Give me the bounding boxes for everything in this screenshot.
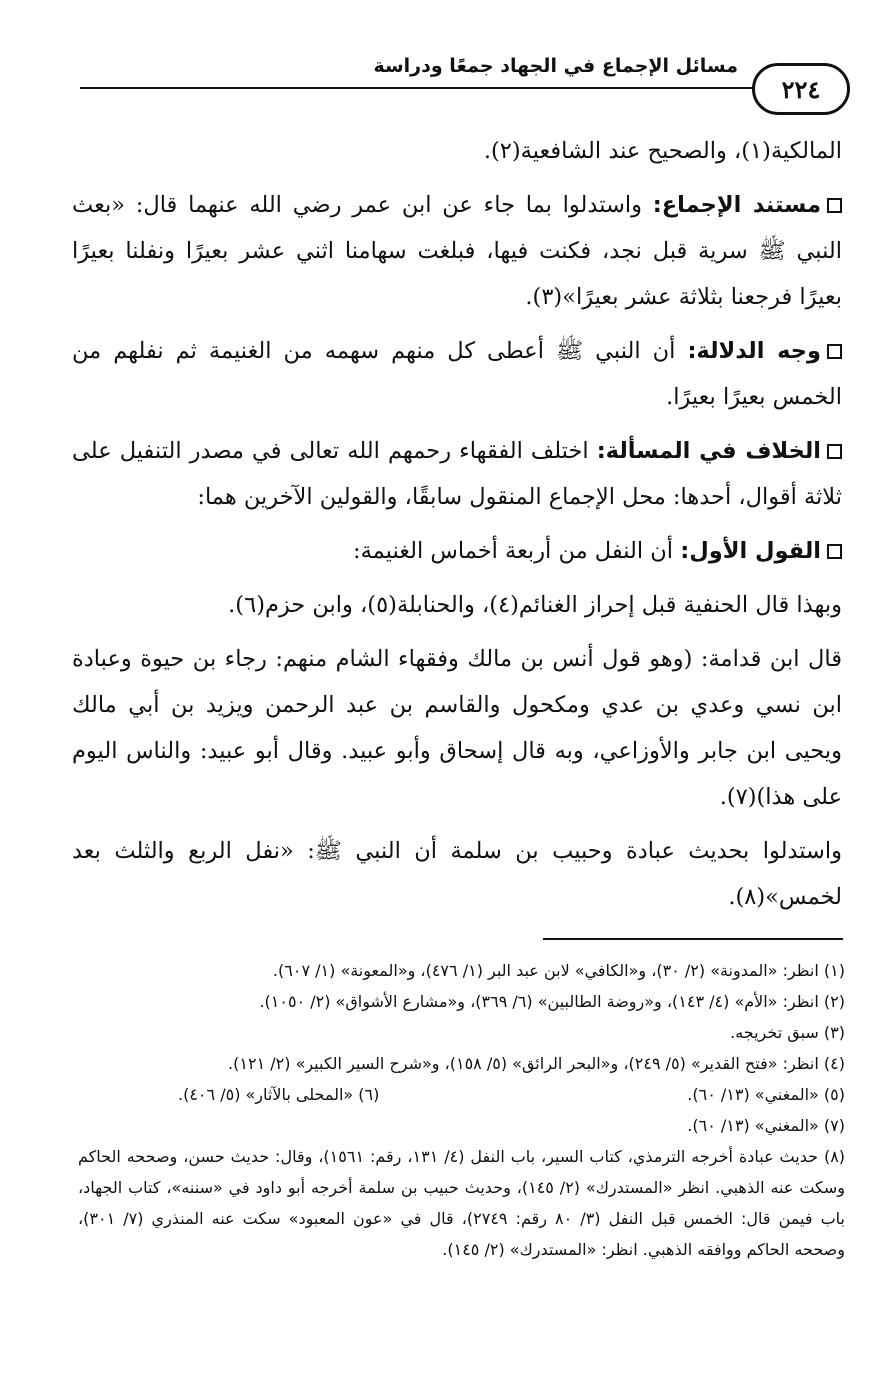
running-title: مسائل الإجماع في الجهاد جمعًا ودراسة [373, 55, 738, 77]
footnote-4: (٤) انظر: «فتح القدير» (٥/ ٢٤٩)، و«البحر الرائق» (٥/ ١٥٨)، و«شرح السير الكبير» (٢/ ١٢١). [228, 1054, 845, 1073]
paragraph-disagreement [72, 428, 842, 520]
paragraph-6: وبهذا قال الحنفية قبل إحراز الغنائم(٤)، والحنابلة(٥)، وابن حزم(٦). [228, 592, 842, 618]
section-label: القول الأول: [680, 538, 821, 564]
paragraph-text: أن النفل من أربعة أخماس الغنيمة: [353, 538, 681, 564]
square-bullet-icon [827, 344, 842, 359]
footnote-7: (٧) «المغني» (١٣/ ٦٠). [687, 1116, 845, 1135]
page-number: ٢٢٤ [752, 63, 850, 115]
page-header [70, 45, 850, 115]
section-label: مستند الإجماع: [652, 192, 822, 218]
paragraph-evidence [72, 328, 842, 420]
main-text [72, 128, 842, 928]
footnote-5: (٥) «المغني» (١٣/ ٦٠). [687, 1085, 845, 1104]
header-rule [80, 87, 754, 89]
paragraph-ijma-basis [72, 182, 842, 320]
footnotes [78, 955, 845, 1265]
footnote-1: (١) انظر: «المدونة» (٢/ ٣٠)، و«الكافي» لابن عبد البر (١/ ٤٧٦)، و«المعونة» (١/ ٦٠٧). [272, 961, 845, 980]
footnote-2: (٢) انظر: «الأم» (٤/ ١٤٣)، و«روضة الطالبين» (٦/ ٣٦٩)، و«مشارع الأشواق» (٢/ ١٠٥٠). [259, 992, 845, 1011]
footnote-row [78, 1079, 845, 1110]
footnote-separator [543, 938, 843, 940]
square-bullet-icon [827, 444, 842, 459]
section-label: وجه الدلالة: [687, 338, 821, 364]
paragraph-first-opinion [72, 528, 842, 574]
section-label: الخلاف في المسألة: [596, 438, 821, 464]
square-bullet-icon [827, 544, 842, 559]
paragraph-text: اختلف الفقهاء رحمهم الله تعالى في مصدر التنفيل على ثلاثة أقوال، أحدها: محل الإجماع المنقول سابقًا، والقولين الآخرين هما: [72, 438, 842, 510]
square-bullet-icon [827, 198, 842, 213]
paragraph-text: أن النبي ﷺ أعطى كل منهم سهمه من الغنيمة ثم نفلهم من الخمس بعيرًا بعيرًا. [72, 338, 842, 410]
footnote-3: (٣) سبق تخريجه. [730, 1023, 845, 1042]
paragraph-8: واستدلوا بحديث عبادة وحبيب بن سلمة أن النبي ﷺ: «نفل الربع والثلث بعد لخمس»(٨). [72, 838, 842, 910]
paragraph-text: واستدلوا بما جاء عن ابن عمر رضي الله عنهما قال: «بعث النبي ﷺ سرية قبل نجد، فكنت فيها، فبلغت سهامنا اثني عشر بعيرًا ونفلنا بعيرًا بعيرًا فرجعنا بثلاثة عشر بعيرًا»(٣). [72, 192, 842, 310]
paragraph-7: قال ابن قدامة: (وهو قول أنس بن مالك وفقهاء الشام منهم: رجاء بن حيوة وعبادة ابن نسي وعدي بن عدي ومكحول والقاسم بن عبد الرحمن ويزيد بن أبي مالك ويحيى ابن جابر والأوزاعي، وبه قال إسحاق وأبو عبيد. وقال أبو عبيد: والناس اليوم على هذا)(٧). [72, 646, 842, 810]
footnote-8: (٨) حديث عبادة أخرجه الترمذي، كتاب السير، باب النفل (٤/ ١٣١، رقم: ١٥٦١)، وقال: حديث حسن، وصححه الحاكم وسكت عنه الذهبي. انظر «المستدرك» (٢/ ١٤٥)، وحديث حبيب بن سلمة أخرجه أبو داود في «سننه»، كتاب الجهاد، باب فيمن قال: الخمس قبل النفل (٣/ ٨٠ رقم: ٢٧٤٩)، قال في «عون المعبود» سكت عنه المنذري (٧/ ٣٠١)، وصححه الحاكم ووافقه الذهبي. انظر: «المستدرك» (٢/ ١٤٥). [78, 1147, 846, 1259]
footnote-6: (٦) «المحلى بالآثار» (٥/ ٤٠٦). [178, 1085, 380, 1104]
paragraph-1: المالكية(١)، والصحيح عند الشافعية(٢). [483, 138, 842, 164]
